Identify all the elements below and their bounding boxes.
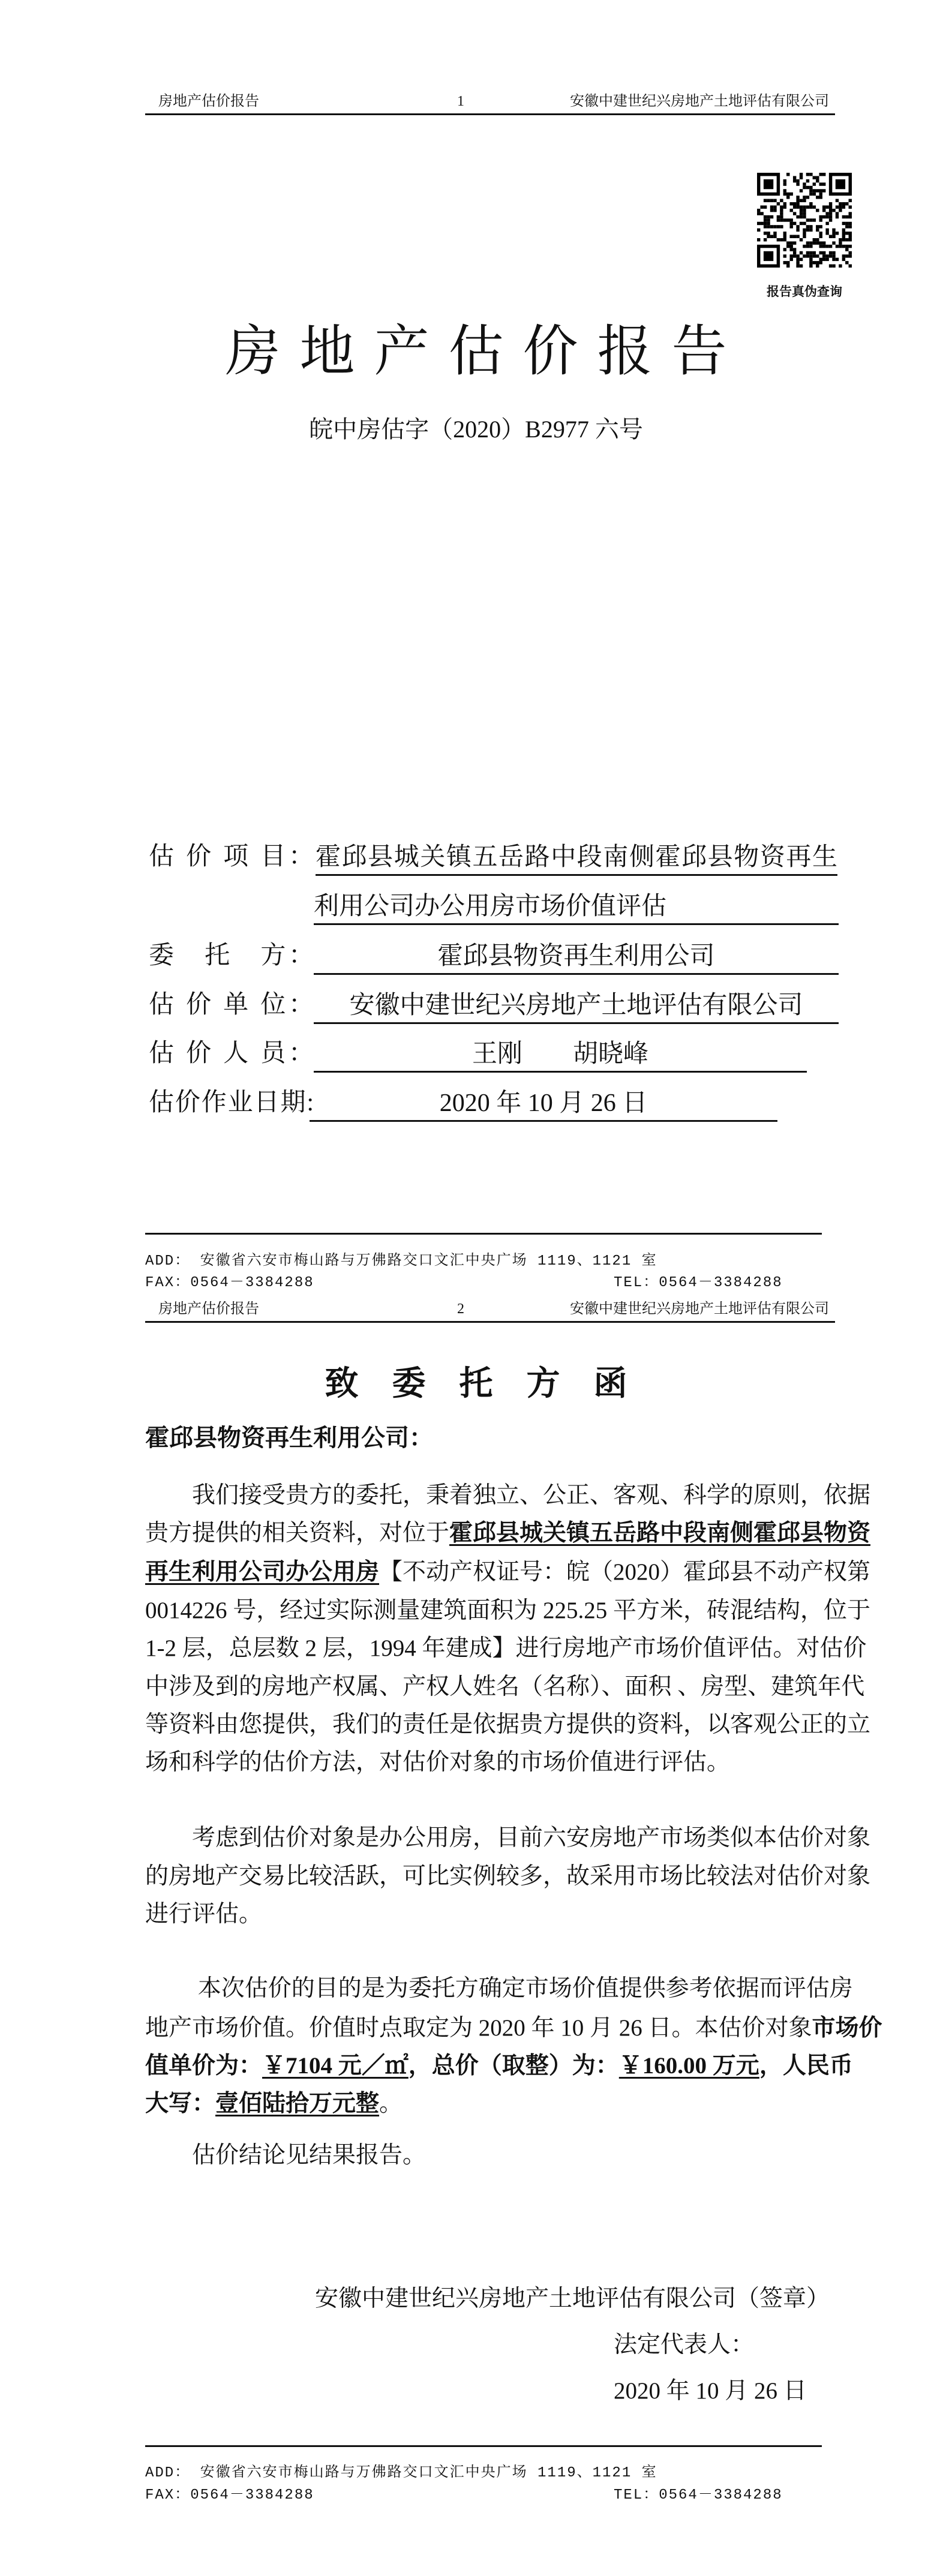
body-line: [145, 2047, 853, 2085]
body-text: 0014226 号，经过实际测量建筑面积为 225.25 平方米，砖混结构，位于: [145, 1598, 871, 1623]
footer-fax: FAX：0564－3384288: [145, 1275, 314, 1291]
body-line: [145, 1895, 830, 1933]
highlighted-text: ￥160.00 万元: [618, 2053, 759, 2079]
body-line: [145, 1743, 830, 1781]
info-value: 利用公司办公用房市场价值评估: [314, 888, 839, 925]
signature-representative: 法定代表人：: [614, 2332, 755, 2358]
highlighted-text: 再生利用公司办公用房: [145, 1559, 380, 1585]
footer-address: ADD： 安徽省六安市梅山路与万佛路交口文汇中央广场 1119、1121 室: [145, 2465, 657, 2481]
info-label: 估 价 单 位：: [149, 991, 314, 1019]
body-line: [145, 2009, 882, 2047]
info-value: 安徽中建世纪兴房地产土地评估有限公司: [314, 987, 839, 1024]
report-title: 房地产估价报告: [225, 321, 746, 382]
footer-divider: [145, 2445, 822, 2447]
report-number: 皖中房估字（2020）B2977 六号: [309, 416, 643, 443]
body-text: ，人民币: [759, 2053, 853, 2079]
footer-fax: FAX：0564－3384288: [145, 2487, 314, 2503]
footer-tel: TEL：0564－3384288: [614, 2487, 783, 2503]
highlighted-text: 壹佰陆拾万元整: [215, 2091, 380, 2116]
info-label: 估 价 项 目：: [149, 843, 314, 870]
info-label: 估 价 人 员：: [149, 1040, 314, 1067]
body-text: 进行评估。: [145, 1901, 263, 1927]
info-label: 估价作业日期:: [149, 1089, 314, 1116]
body-text: 【不动产权证号：皖（2020）霍邱县不动产权第: [379, 1559, 871, 1585]
page-number: 1: [457, 94, 464, 109]
body-text: 的房地产交易比较活跃，可比实例较多，故采用市场比较法对估价对象: [145, 1863, 871, 1889]
info-value: 王刚 胡晓峰: [314, 1035, 807, 1073]
body-text: 场和科学的估价方法，对估价对象的市场价值进行评估。: [145, 1749, 731, 1775]
header-title: 房地产估价报告: [158, 94, 259, 109]
body-line: [145, 1969, 853, 2007]
body-line: [145, 1514, 871, 1552]
body-text: 本次估价的目的是为委托方确定市场价值提供参考依据而评估房: [145, 1975, 853, 2001]
body-line: [145, 1629, 867, 1667]
header-title: 房地产估价报告: [158, 1301, 259, 1317]
body-line: [145, 1553, 871, 1591]
footer-tel: TEL：0564－3384288: [614, 1275, 783, 1291]
footer-address: ADD： 安徽省六安市梅山路与万佛路交口文汇中央广场 1119、1121 室: [145, 1253, 657, 1269]
header-company: 安徽中建世纪兴房地产土地评估有限公司: [570, 94, 829, 109]
info-value: 霍邱县城关镇五岳路中段南侧霍邱县物资再生: [316, 839, 837, 876]
body-line: [145, 1819, 871, 1857]
header-company: 安徽中建世纪兴房地产土地评估有限公司: [570, 1301, 829, 1317]
salutation: 霍邱县物资再生利用公司：: [145, 1424, 433, 1451]
qr-code-icon: [757, 173, 852, 268]
signature-date: 2020 年 10 月 26 日: [614, 2378, 807, 2404]
body-text: 。: [379, 2091, 403, 2116]
body-text: 中涉及到的房地产权属、产权人姓名（名称）、面积 、房型、建筑年代: [145, 1674, 865, 1700]
page-header: [145, 1299, 835, 1323]
info-value: 2020 年 10 月 26 日: [310, 1085, 777, 1122]
body-line: [145, 2136, 830, 2174]
body-line: [145, 1476, 871, 1514]
info-label: 委 托 方：: [149, 942, 314, 969]
body-line: [145, 1592, 871, 1629]
page-header: [145, 91, 835, 115]
body-text: 估价结论见结果报告。: [145, 2142, 427, 2168]
body-text: ，总价（取整）为：: [408, 2053, 619, 2079]
body-line: [145, 1857, 871, 1895]
body-text: 等资料由您提供，我们的责任是依据贵方提供的资料，以客观公正的立: [145, 1712, 871, 1737]
body-line: [145, 1706, 871, 1743]
body-text: 贵方提供的相关资料，对位于: [145, 1520, 450, 1546]
highlighted-text: ￥7104 元／㎡: [262, 2053, 409, 2079]
highlighted-text: 霍邱县城关镇五岳路中段南侧霍邱县物资: [449, 1520, 871, 1546]
signature-company: 安徽中建世纪兴房地产土地评估有限公司（签章）: [314, 2286, 830, 2311]
body-text: 1-2 层，总层数 2 层，1994 年建成】进行房地产市场价值评估。对估价: [145, 1635, 867, 1661]
letter-title: 致委托方函: [325, 1365, 661, 1403]
body-text: 市场价: [812, 2015, 882, 2041]
info-value: 霍邱县物资再生利用公司: [314, 938, 839, 975]
page-number: 2: [457, 1301, 464, 1317]
body-text: 考虑到估价对象是办公用房，目前六安房地产市场类似本估价对象: [145, 1825, 871, 1851]
body-text: 值单价为：: [145, 2053, 263, 2079]
body-line: [145, 2085, 830, 2122]
body-line: [145, 1668, 865, 1706]
body-text: 地产市场价值。价值时点取定为 2020 年 10 月 26 日。本估价对象: [145, 2015, 812, 2041]
footer-divider: [145, 1233, 822, 1235]
qr-caption: 报告真伪查询: [767, 284, 842, 299]
body-text: 大写：: [145, 2091, 216, 2116]
body-text: 我们接受贵方的委托，秉着独立、公正、客观、科学的原则，依据: [145, 1482, 871, 1508]
